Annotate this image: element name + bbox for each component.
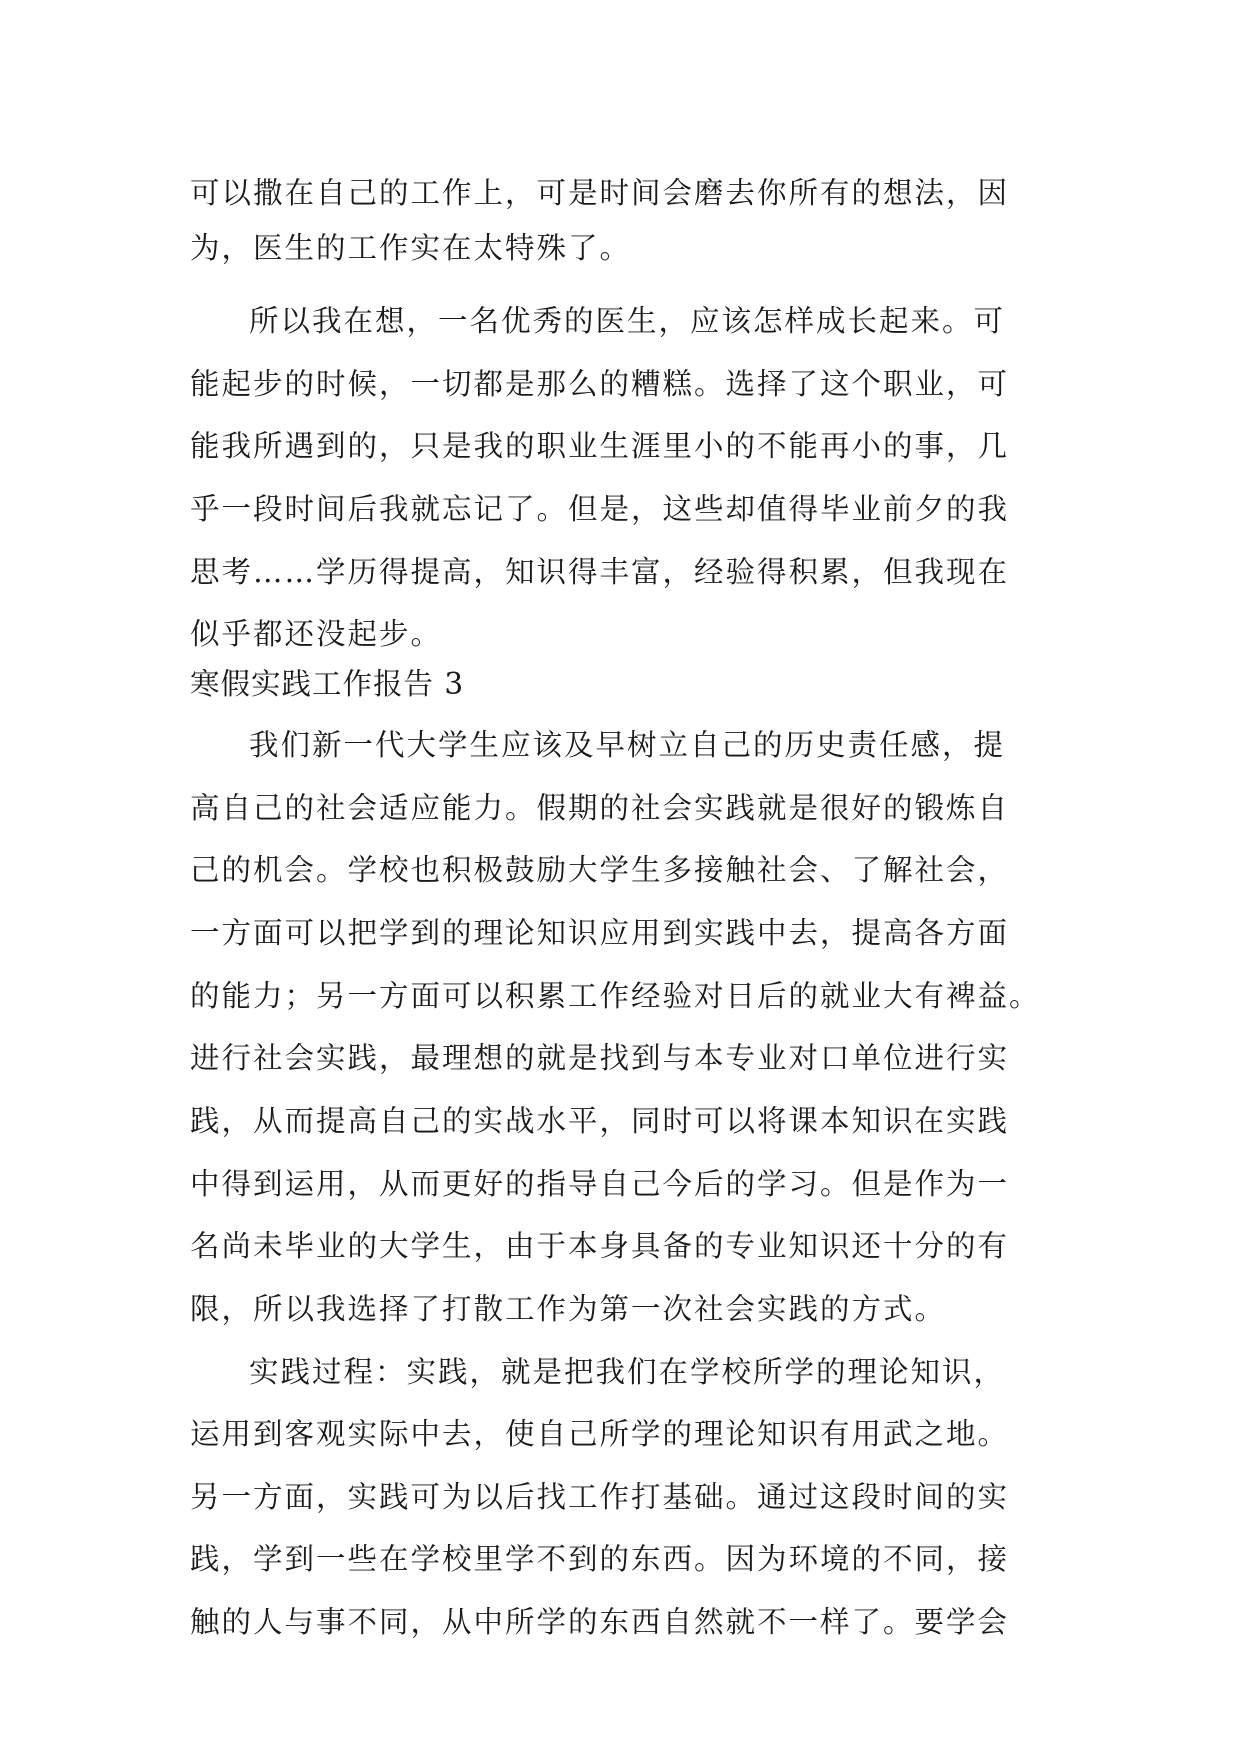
text-line: 可以撒在自己的工作上，可是时间会磨去你所有的想法，因	[190, 176, 1010, 210]
text-line: 进行社会实践，最理想的就是找到与本专业对口单位进行实	[190, 1041, 1010, 1075]
text-line: 似乎都还没起步。	[190, 617, 443, 651]
text-line: 能我所遇到的，只是我的职业生涯里小的不能再小的事，几	[190, 429, 1010, 463]
text-line: 践，学到一些在学校里学不到的东西。因为环境的不同，接	[190, 1542, 1010, 1576]
text-line: 限，所以我选择了打散工作为第一次社会实践的方式。	[190, 1292, 947, 1326]
text-line: 中得到运用，从而更好的指导自己今后的学习。但是作为一	[190, 1167, 1010, 1201]
text-line: 我们新一代大学生应该及早树立自己的历史责任感，提	[249, 728, 1006, 762]
text-line: 名尚未毕业的大学生，由于本身具备的专业知识还十分的有	[190, 1229, 1010, 1263]
text-line: 所以我在想，一名优秀的医生，应该怎样成长起来。可	[249, 304, 1006, 338]
text-line: 乎一段时间后我就忘记了。但是，这些却值得毕业前夕的我	[190, 492, 1010, 526]
text-line: 思考……学历得提高，知识得丰富，经验得积累，但我现在	[190, 555, 1010, 589]
text-line: 践，从而提高自己的实战水平，同时可以将课本知识在实践	[190, 1104, 1010, 1138]
text-line: 运用到客观实际中去，使自己所学的理论知识有用武之地。	[190, 1417, 1010, 1451]
text-line: 能起步的时候，一切都是那么的糟糕。选择了这个职业，可	[190, 367, 1010, 401]
text-line: 高自己的社会适应能力。假期的社会实践就是很好的锻炼自	[190, 791, 1010, 825]
text-line: 一方面可以把学到的理论知识应用到实践中去，提高各方面	[190, 916, 1010, 950]
text-line: 实践过程：实践，就是把我们在学校所学的理论知识，	[249, 1355, 1006, 1389]
text-line: 己的机会。学校也积极鼓励大学生多接触社会、了解社会，	[190, 853, 1010, 887]
text-line: 触的人与事不同，从中所学的东西自然就不一样了。要学会	[190, 1605, 1010, 1639]
text-line: 另一方面，实践可为以后找工作打基础。通过这段时间的实	[190, 1480, 1010, 1514]
text-line: 为，医生的工作实在太特殊了。	[190, 231, 632, 265]
section-heading: 寒假实践工作报告 3	[190, 667, 465, 701]
text-line: 的能力；另一方面可以积累工作经验对日后的就业大有裨益。	[190, 979, 1041, 1013]
